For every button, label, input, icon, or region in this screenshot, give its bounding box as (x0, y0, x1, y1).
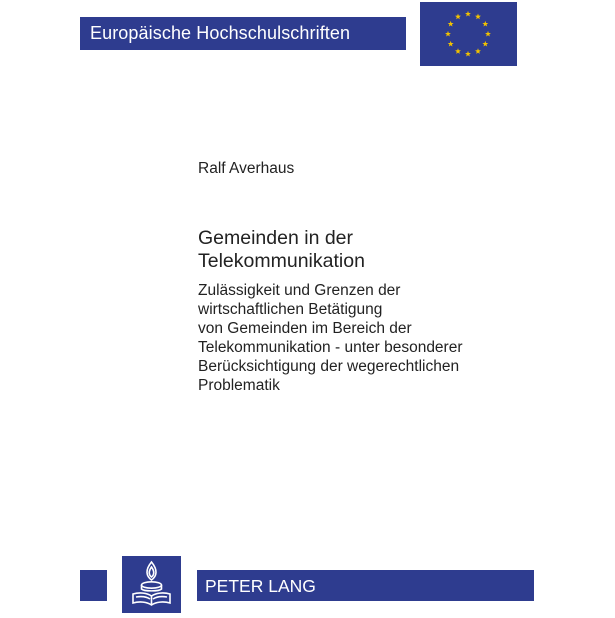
flag-star (465, 11, 471, 17)
publisher-logo-icon (122, 556, 181, 613)
flag-star (482, 21, 488, 27)
flag-star (445, 31, 451, 37)
book-subtitle-line: Problematik (198, 377, 280, 394)
book-subtitle-line: Berücksichtigung der wegerechtlichen (198, 358, 460, 375)
flag-star (485, 31, 491, 37)
series-title: Europäische Hochschulschriften (90, 23, 351, 43)
flag-star (465, 51, 471, 57)
flag-star (475, 14, 481, 20)
flag-star (455, 48, 461, 54)
flag-star (448, 41, 454, 47)
eu-flag (420, 2, 517, 66)
publisher-name: PETER LANG (205, 576, 316, 596)
flag-star (475, 48, 481, 54)
book-subtitle-line: von Gemeinden im Bereich der (198, 320, 412, 337)
flag-star (455, 14, 461, 20)
book-title-line: Gemeinden in der (198, 227, 354, 249)
book-title-line: Telekommunikation (198, 250, 365, 272)
publisher-logo (122, 556, 181, 613)
eu-stars-icon (420, 2, 517, 66)
book-subtitle-line: Telekommunikation - unter besonderer (198, 339, 463, 356)
book-subtitle-line: Zulässigkeit und Grenzen der (198, 282, 401, 299)
decorative-square (80, 570, 107, 601)
flag-star (448, 21, 454, 27)
author-name: Ralf Averhaus (198, 160, 295, 177)
book-subtitle-line: wirtschaftlichen Betätigung (198, 301, 383, 318)
flag-star (482, 41, 488, 47)
